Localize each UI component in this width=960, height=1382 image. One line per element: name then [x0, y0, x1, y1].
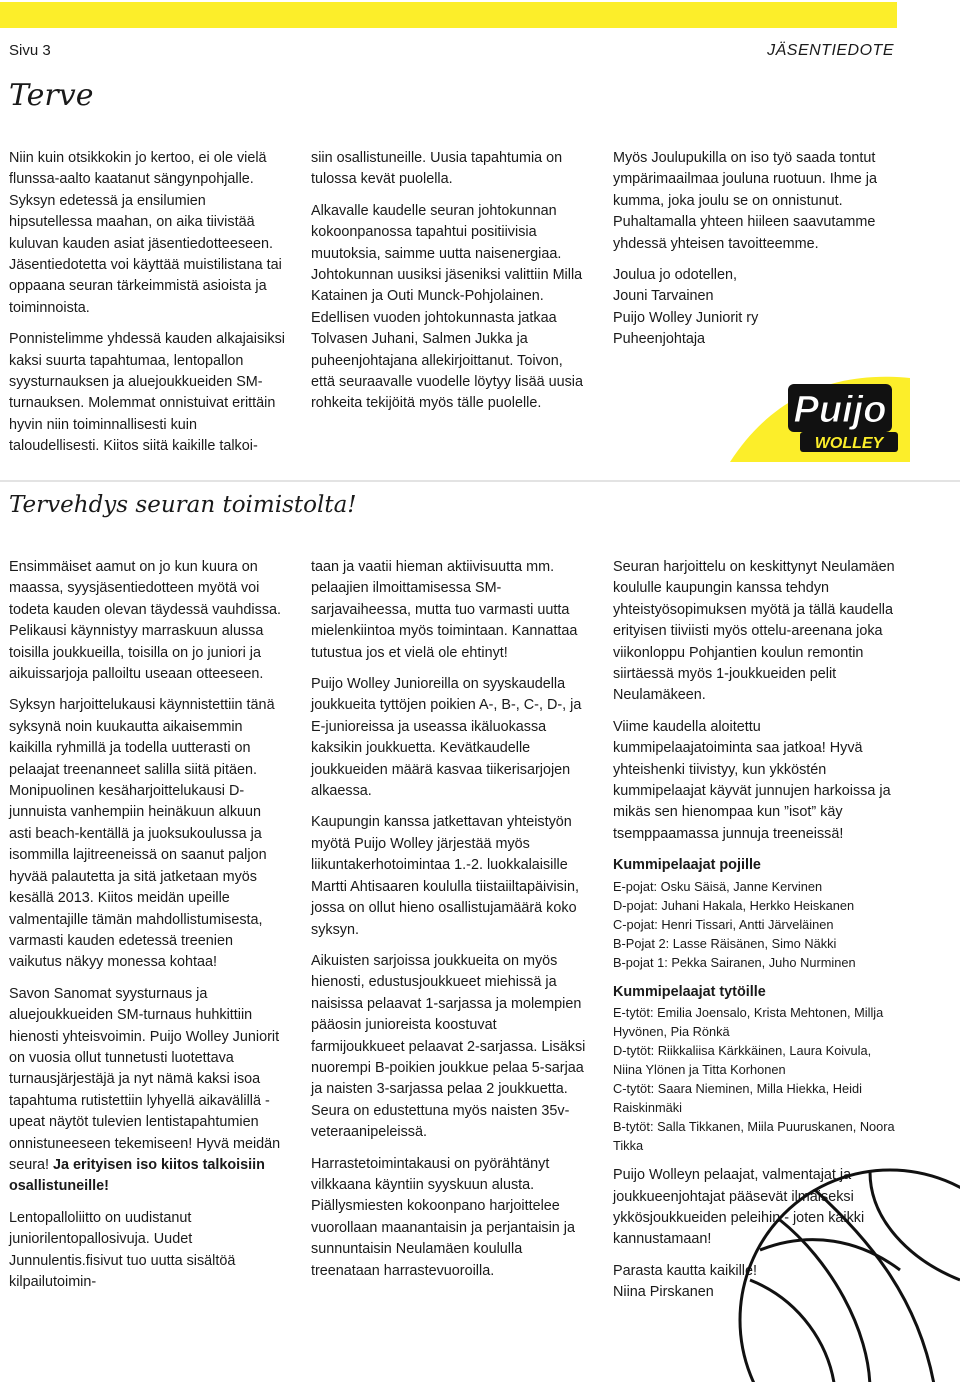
- kummi-pojat-list: [613, 877, 895, 972]
- article2-column-2: [311, 557, 589, 1292]
- paragraph-text: Savon Sanomat syysturnaus ja aluejoukkueiden SM-turnaus huhkittiin hienosti yhteisvoimin. Puijo Wolley Juniorit on vuosia ollut tunnetusti luotettava turnausjärjestäjä ja nyt nämä kaksi isoa tapahtuma rutistettiin lyhyellä aikavälillä - upeat näytöt tulevien lentistapahtumien onnistuneeseen tekemiseen! Hyvä meidän seura!: [9, 985, 281, 1173]
- kummi-tytot-heading: Kummipelaajat tytöille: [613, 983, 766, 1000]
- page-number: Sivu 3: [9, 42, 51, 59]
- list-item: B-Pojat 2: Lasse Räisänen, Simo Näkki: [613, 935, 837, 951]
- paragraph: Alkavalle kaudelle seuran johtokunnan kokoonpanossa tapahtui positiivisia muutoksia, saimme uutta naisenergiaa. Johtokunnan uusiksi jäseniksi valittiin Milla Katainen ja Outi Munck-Pohjolainen. Edellisen vuoden johtokunnasta jatkaa Tolvasen Juhani, Salmen Jukka ja puheenjohtajana allekirjoittanut. Toivon, että seuraavalle vuodelle löytyy lisää uusia rohkeita tekijöitä myös tälle puolelle.: [311, 202, 583, 412]
- paragraph: Aikuisten sarjoissa joukkueita on myös hienosti, edustusjoukkueet miehissä ja naisissa pelaavat 1-sarjassa ja molempien pääosin junioreista koostuvat farmijoukkueet pelaavat 2-sarjassa. Lisäksi nuorempi B-poikien joukkue pelaa 5-sarjaa ja naisten 3-sarjassa pelaa 2 joukkuetta. Seura on edustettuna myös naisten 35v-veteraanipeleissä.: [311, 952, 586, 1141]
- signature-line: Puijo Wolley Juniorit ry: [613, 309, 759, 326]
- list-item: D-pojat: Juhani Hakala, Herkko Heiskanen: [613, 897, 855, 913]
- kummi-pojat-heading: Kummipelaajat pojille: [613, 857, 761, 874]
- article-title: Tervehdys seuran toimistolta!: [9, 492, 357, 518]
- logo-text-puijo: Puijo: [793, 389, 887, 431]
- paragraph: Niin kuin otsikkokin jo kertoo, ei ole vielä flunssa-aalto kaatanut sängynpohjalle. Syksyn edetessä ja ensilumien hipsutellessa maahan, on aika tiivistää kuluvan kauden asiat jäsentiedotteeseen. Jäsentiedotetta voi käyttää muistilistana tai oppaana seuran tärkeimmistä asioista ja toiminnoista.: [9, 150, 282, 316]
- paragraph: Seuran harjoittelu on keskittynyt Neulamäen koululle kaupungin kanssa tehdyn yhteistyösopimuksen myötä ja tällä kaudella erityisen tiiviisti myös ottelu-areenana joka viikonloppu Pohjantien koulun remontin siirtäessä myös 1-joukkueiden pelit Neulamäkeen.: [613, 559, 895, 704]
- list-item: C-pojat: Henri Tissari, Antti Järveläinen: [613, 916, 834, 932]
- signature-block: [613, 265, 895, 351]
- paragraph: Ponnistelimme yhdessä kauden alkajaisiksi kaksi suurta tapahtumaa, lentopallon syysturnauksen ja aluejoukkueiden SM-turnauksen. Molemmat onnistuivat erittäin hyvin niin toiminnallisesti kuin taloudellisesti. Kiitos siitä kaikille talkoi-: [9, 331, 285, 455]
- signature-line: Puheenjohtaja: [613, 331, 706, 348]
- signature-line: Parasta kautta kaikille!: [613, 1262, 757, 1279]
- paragraph: Harrastetoimintakausi on pyörähtänyt vilkkaana käyntiin syyskuun alusta. Piällysmiesten kokoonpano harjoittelee vuorollaan maanantaisin ja perjantaisin ja sunnuntaisin Neulamäen koululla treenataan harrastevuoroilla.: [311, 1155, 575, 1279]
- header-accent-bar: [0, 2, 897, 28]
- paragraph: Myös Joulupukilla on iso työ saada tontut ympärimaailmaa jouluna ruotuun. Ihme ja kumma, joka joulu se on onnistunut. Puhaltamalla yhteen hiileen saavutamme yhdessä yhteisen tavoitteemme.: [613, 150, 877, 252]
- paragraph: Viime kaudella aloitettu kummipelaajatoiminta saa jatkoa! Hyvä yhteishenki tiivistyy, kun ykköstén kummipelaajat käyvät junnujen harkoissa ja mikäs sen hienompaa kun ”isot” käy tsemppaamassa junnuja treeneissä!: [613, 718, 891, 842]
- article1-column-3: [613, 148, 895, 351]
- logo-text-wolley: WOLLEY: [814, 435, 884, 452]
- paragraph: siin osallistuneille. Uusia tapahtumia on tulossa kevät puolella.: [311, 150, 563, 188]
- list-item: E-tytöt: Emilia Joensalo, Krista Mehtonen, Millja Hyvönen, Pia Rönkä: [613, 1005, 884, 1040]
- paragraph: Ensimmäiset aamut on jo kun kuura on maassa, syysjäsentiedotteen myötä voi todeta kauden olevan täydessä vauhdissa. Pelikausi käynnistyy marraskuun alussa toisilla joukkueilla, toisilla on jo juniori ja aikuissarjoja palloiltu useaan otteeseen.: [9, 559, 282, 683]
- paragraph: Lentopalloliitto on uudistanut juniorilentopallosivuja. Uudet Junnulentis.fisivut tuo uutta sisältöä kilpailutoimin-: [9, 1209, 236, 1290]
- section-name: JÄSENTIEDOTE: [767, 42, 894, 59]
- paragraph: [9, 984, 285, 1198]
- list-item: E-pojat: Osku Säisä, Janne Kervinen: [613, 878, 823, 894]
- article-title: Terve: [9, 78, 94, 113]
- article1-column-2: [311, 148, 589, 425]
- list-item: C-tytöt: Saara Nieminen, Milla Hiekka, Heidi Raiskinmäki: [613, 1081, 862, 1116]
- puijo-wolley-logo: [730, 370, 910, 462]
- list-item: B-pojat 1: Pekka Sairanen, Juho Nurminen: [613, 954, 856, 970]
- section-divider: [0, 480, 960, 482]
- signature-line: Joulua jo odotellen,: [613, 267, 738, 284]
- article1-column-1: [9, 148, 285, 468]
- article2-column-1: [9, 557, 285, 1303]
- paragraph: Syksyn harjoittelukausi käynnistettiin tänä syksynä noin kuukautta aikaisemmin kaikilla ryhmillä ja todella uutterasti on pelaajat treenanneet salilla siitä pitäen. Monipuolinen kesäharjoittelukausi D-junnuista vanhempiin heinäkuun alkuun asti beach-kentällä ja juoksukoulussa ja isommilla lajitreeneissä on saanut paljon hyvää palautetta ja sitä jatketaan myös kesällä 2013. Kiitos meidän upeille valmentajille tämän mahdollistumisesta, varmasti kauden edetessä treenien vaikutus näkyy monessa kohtaa!: [9, 697, 275, 971]
- thanks-highlight: Ja erityisen iso kiitos talkoisiin osallistuneille!: [9, 1156, 265, 1195]
- paragraph: taan ja vaatii hieman aktiivisuutta mm. pelaajien ilmoittamisessa SM-sarjavaiheessa, mutta tuo varmasti uutta mielenkiintoa myös toimintaan. Kannattaa tutustua jos et vielä ole ehtinyt!: [311, 559, 578, 661]
- list-item: B-tytöt: Salla Tikkanen, Miila Puuruskanen, Noora Tikka: [613, 1119, 895, 1154]
- paragraph: Puijo Wolley Junioreilla on syyskaudella joukkueita tyttöjen poikien A-, B-, C-, D-, ja E-junioreissa ja useassa ikäluokassa kaksikin joukkuetta. Kevätkaudelle joukkueiden määrä kasvaa tiikerisarjojen alkaessa.: [311, 676, 582, 800]
- signature-line: Niina Pirskanen: [613, 1284, 714, 1301]
- paragraph: Kaupungin kanssa jatkettavan yhteistyön myötä Puijo Wolley järjestää myös liikuntakerhotoimintaa 1.-2. luokkalaisille Martti Ahtisaaren koululla tiistaiiltapäivisin, jossa on ollut hieno osallistujamäärä koko syksyn.: [311, 814, 579, 938]
- paragraph: Puijo Wolleyn pelaajat, valmentajat ja joukkueenjohtajat pääsevät ilmaiseksi ykkösjoukkueiden peleihin - joten kaikki kannustamaan!: [613, 1167, 865, 1248]
- volleyball-illustration: [720, 1130, 960, 1382]
- signature-line: Jouni Tarvainen: [613, 288, 714, 305]
- list-item: D-tytöt: Riikkaliisa Kärkkäinen, Laura Koivula, Niina Ylönen ja Titta Korhonen: [613, 1043, 872, 1078]
